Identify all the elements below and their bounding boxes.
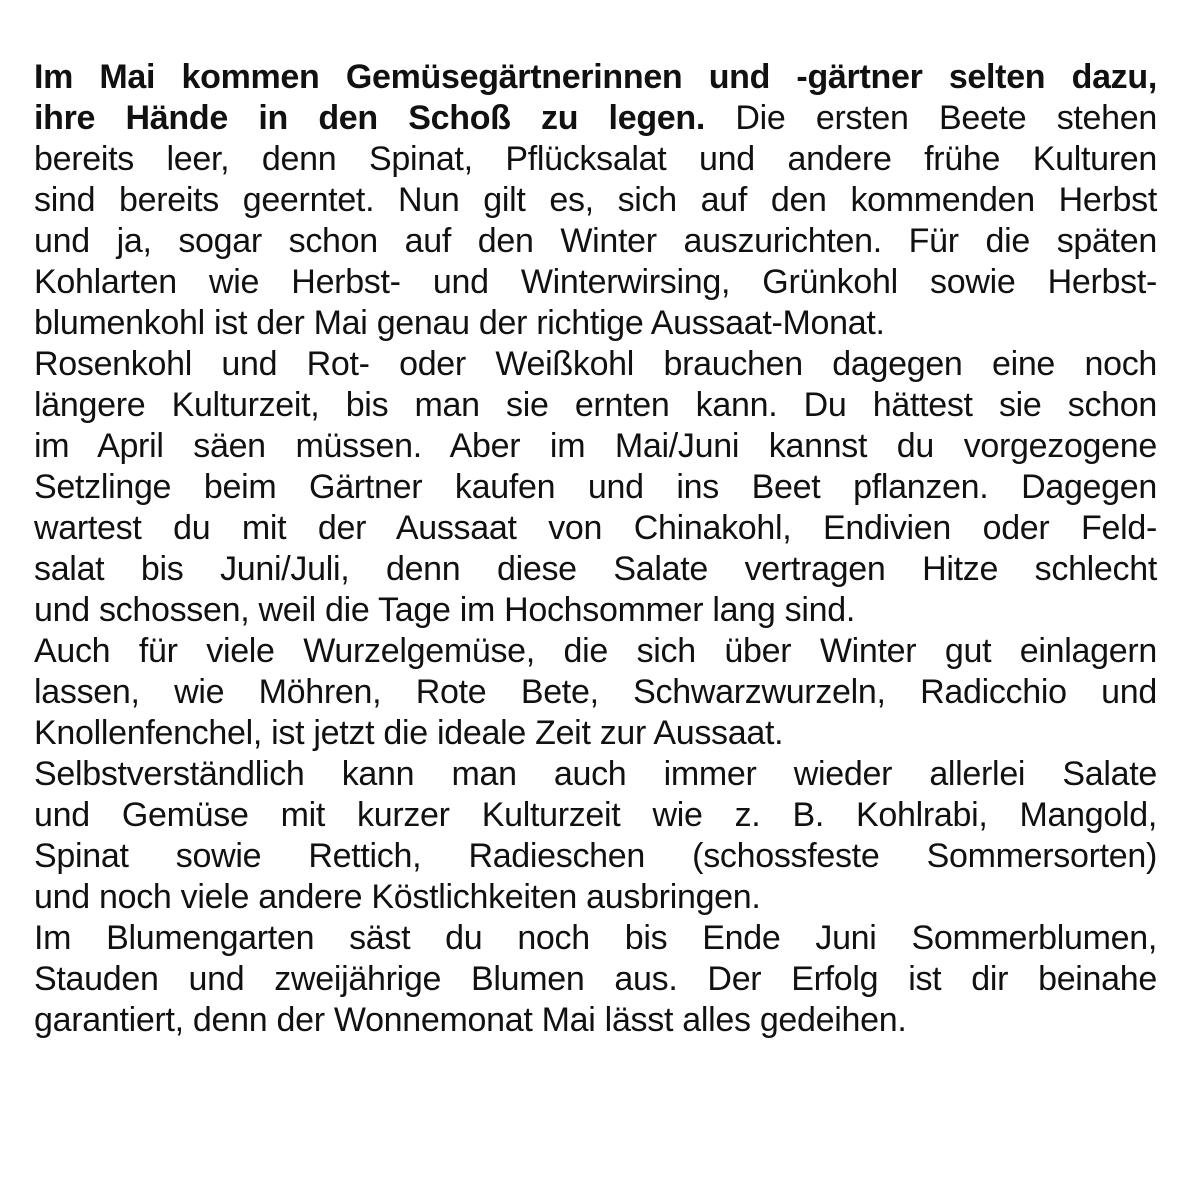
text-line-paragraph-end <box>34 877 1157 918</box>
text-line <box>34 508 1157 549</box>
text-line <box>34 426 1157 467</box>
body-text: Auch für viele Wurzelgemüse, die sich über Winter gut einlagern <box>34 632 1157 670</box>
body-text: Selbstverständlich kann man auch immer wieder allerlei Salate <box>34 755 1157 793</box>
body-text: salat bis Juni/Juli, denn diese Salate vertragen Hitze schlecht <box>34 550 1157 588</box>
body-text: und Gemüse mit kurzer Kulturzeit wie z. B. Kohlrabi, Mangold, <box>34 796 1157 834</box>
body-text: Rosenkohl und Rot- oder Weißkohl brauchen dagegen eine noch <box>34 345 1157 383</box>
body-text: Kohlarten wie Herbst- und Winterwirsing, Grünkohl sowie Herbst- <box>34 263 1157 301</box>
text-line <box>34 344 1157 385</box>
body-text: garantiert, denn der Wonnemonat Mai lässt alles gedeihen. <box>34 1001 907 1039</box>
body-text: bereits leer, denn Spinat, Pflücksalat und andere frühe Kulturen <box>34 140 1157 178</box>
body-text: und schossen, weil die Tage im Hochsommer lang sind. <box>34 591 855 629</box>
text-line <box>34 385 1157 426</box>
text-line <box>34 836 1157 877</box>
body-text: Setzlinge beim Gärtner kaufen und ins Beet pflanzen. Dagegen <box>34 468 1157 506</box>
body-text: lassen, wie Möhren, Rote Bete, Schwarzwurzeln, Radicchio und <box>34 673 1157 711</box>
body-text: längere Kulturzeit, bis man sie ernten kann. Du hättest sie schon <box>34 386 1157 424</box>
text-line <box>34 98 1157 139</box>
text-line <box>34 221 1157 262</box>
text-line <box>34 959 1157 1000</box>
text-line <box>34 631 1157 672</box>
text-line <box>34 57 1157 98</box>
text-line <box>34 672 1157 713</box>
text-line <box>34 549 1157 590</box>
text-line-paragraph-end <box>34 1000 1157 1041</box>
text-line <box>34 139 1157 180</box>
body-text: und noch viele andere Köstlichkeiten ausbringen. <box>34 878 761 916</box>
text-line-paragraph-end <box>34 303 1157 344</box>
body-text: und ja, sogar schon auf den Winter auszurichten. Für die späten <box>34 222 1157 260</box>
body-text: Die ersten Beete stehen <box>705 99 1157 137</box>
text-line <box>34 918 1157 959</box>
text-line <box>34 262 1157 303</box>
body-text: wartest du mit der Aussaat von Chinakohl, Endivien oder Feld- <box>34 509 1157 547</box>
text-line <box>34 754 1157 795</box>
bold-lead-text: Im Mai kommen Gemüsegärtnerinnen und -gärtner selten dazu, <box>34 58 1157 96</box>
text-line <box>34 467 1157 508</box>
body-text: Spinat sowie Rettich, Radieschen (schossfeste Sommersorten) <box>34 837 1157 875</box>
body-text: Stauden und zweijährige Blumen aus. Der Erfolg ist dir beinahe <box>34 960 1157 998</box>
bold-lead-text: ihre Hände in den Schoß zu legen. <box>34 99 706 137</box>
body-text: blumenkohl ist der Mai genau der richtige Aussaat-Monat. <box>34 304 885 342</box>
body-text: sind bereits geerntet. Nun gilt es, sich auf den kommenden Herbst <box>34 181 1157 219</box>
text-line <box>34 180 1157 221</box>
text-line-paragraph-end <box>34 590 1157 631</box>
body-text: im April säen müssen. Aber im Mai/Juni kannst du vorgezogene <box>34 427 1157 465</box>
text-line <box>34 795 1157 836</box>
article-text-block <box>34 57 1157 1041</box>
text-line-paragraph-end <box>34 713 1157 754</box>
body-text: Im Blumengarten säst du noch bis Ende Juni Sommerblumen, <box>34 919 1157 957</box>
body-text: Knollenfenchel, ist jetzt die ideale Zeit zur Aussaat. <box>34 714 784 752</box>
